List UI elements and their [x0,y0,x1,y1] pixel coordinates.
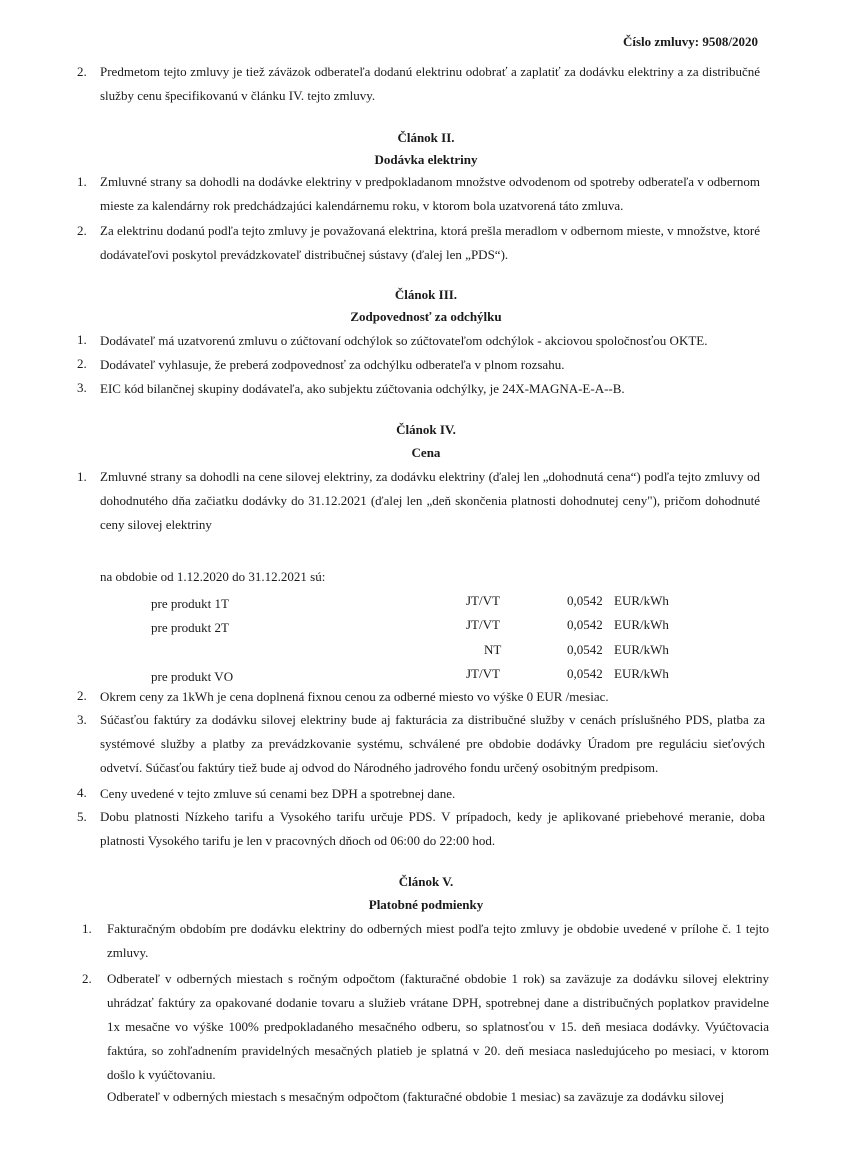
price-tariff: JT/VT [466,593,500,608]
article-4-subtitle: Cena [411,445,441,460]
article-4-item-1-number: 1. [77,469,87,484]
article-5-title: Článok V. [398,874,454,889]
article-4-item-2-number: 2. [77,688,87,703]
article-5-item-1-number: 1. [82,921,92,936]
article-4-item-5-text: Dobu platnosti Nízkeho tarifu a Vysokého tarifu určuje PDS. V prípadoch, kedy je aplikované priebehové meranie, doba platnosti Vysokého tarifu je len v pracovných dňoch od 06:00 do 22:00 hod. [100,809,765,848]
price-period: na obdobie od 1.12.2020 do 31.12.2021 sú: [100,569,326,584]
article-2-item-2-text: Za elektrinu dodanú podľa tejto zmluvy je považovaná elektrina, ktorá prešla meradlom v odbernom mieste, v množstve, ktoré dodávateľovi poskytol prevádzkovateľ distribučnej sústavy (ďalej len „PDS“). [100,223,760,262]
article-4-item-4-text: Ceny uvedené v tejto zmluve sú cenami bez DPH a spotrebnej dane. [100,786,456,801]
price-value: 0,0542 [567,666,603,681]
price-value: 0,0542 [567,617,603,632]
article-4-item-1-text: Zmluvné strany sa dohodli na cene silovej elektriny, za dodávku elektriny (ďalej len „dohodnutá cena“) podľa tejto zmluvy od dohodnutého dňa začiatku dodávky do 31.12.2021 (ďalej len „deň skončenia platnosti dohodnutej ceny"), pričom dohodnuté ceny silovej elektriny [100,469,760,532]
article-4-item-3-text: Súčasťou faktúry za dodávku silovej elektriny bude aj fakturácia za distribučné služby v cenách príslušného PDS, platba za systémové služby a platby za prevádzkovanie systému, schválené pre obdobie dodávky Úradom pre reguláciu sieťových odvetví. Súčasťou faktúry tiež bude aj odvod do Národného jadrového fondu určený osobitným predpisom. [100,712,765,775]
article-3-item-1-number: 1. [77,332,87,347]
price-value: 0,0542 [567,593,603,608]
article-5-item-1-text: Fakturačným obdobím pre dodávku elektriny do odberných miest podľa tejto zmluvy je obdobie uvedené v prílohe č. 1 tejto zmluvy. [107,921,769,960]
contract-number: Číslo zmluvy: 9508/2020 [622,34,758,49]
article-4-title: Článok IV. [396,422,456,437]
article-4-item-2-text: Okrem ceny za 1kWh je cena doplnená fixnou cenou za odberné miesto vo výške 0 EUR /mesiac. [100,689,609,704]
article-3-subtitle: Zodpovednosť za odchýlku [350,309,502,324]
article-2-item-1-text: Zmluvné strany sa dohodli na dodávke elektriny v predpokladanom množstve odvodenom od spotreby odberateľa v odbernom mieste za kalendárny rok predchádzajúci kalendárnemu roku, v ktorom bola uzatvorená táto zmluva. [100,174,760,213]
article-4-item-5-number: 5. [77,809,87,824]
price-value: 0,0542 [567,642,603,657]
intro-item-text: Predmetom tejto zmluvy je tiež záväzok odberateľa dodanú elektrinu odobrať a zaplatiť za dodávku elektriny a za distribučné služby cenu špecifikovanú v článku IV. tejto zmluvy. [100,64,760,103]
price-tariff: JT/VT [466,666,500,681]
article-3-item-3-number: 3. [77,380,87,395]
price-unit: EUR/kWh [614,593,669,608]
article-3-item-2-text: Dodávateľ vyhlasuje, že preberá zodpovednosť za odchýlku odberateľa v plnom rozsahu. [100,357,565,372]
price-unit: EUR/kWh [614,642,669,657]
article-2-item-2-number: 2. [77,223,87,238]
article-2-title: Článok II. [397,130,455,145]
article-3-item-3-text: EIC kód bilančnej skupiny dodávateľa, ako subjektu zúčtovania odchýlky, je 24X-MAGNA-E-A--B. [100,381,625,396]
article-4-item-4-number: 4. [77,785,87,800]
price-tariff: JT/VT [466,617,500,632]
price-unit: EUR/kWh [614,617,669,632]
article-3-item-1-text: Dodávateľ má uzatvorenú zmluvu o zúčtovaní odchýlok so zúčtovateľom odchýlok - akciovou spoločnosťou OKTE. [100,333,708,348]
price-product: pre produkt 1T [151,596,229,611]
article-3-item-2-number: 2. [77,356,87,371]
price-unit: EUR/kWh [614,666,669,681]
price-product: pre produkt VO [151,669,234,684]
article-2-item-1-number: 1. [77,174,87,189]
article-4-item-3-number: 3. [77,712,87,727]
article-5-tail-text: Odberateľ v odberných miestach s mesačným odpočtom (fakturačné obdobie 1 mesiac) sa zaväzuje za dodávku silovej [107,1089,725,1104]
article-2-subtitle: Dodávka elektriny [374,152,478,167]
intro-item-number: 2. [77,64,87,79]
article-5-item-2-number: 2. [82,971,92,986]
article-5-item-2-text: Odberateľ v odberných miestach s ročným odpočtom (fakturačné obdobie 1 rok) sa zaväzuje za dodávku silovej elektriny uhrádzať faktúry za opakované dodanie tovaru a služieb vrátane DPH, spotrebnej dane a distribučných poplatkov pravidelne 1x mesačne vo výške 100% predpokladaného mesačného odberu, so splatnosťou v 15. deň mesiaca dodávky. Vyúčtovacia faktúra, so zohľadnením pravidelných mesačných platieb je splatná v 20. deň mesiaca nasledujúceho po mesiaci, v ktorom došlo k vyúčtovaniu. [107,971,769,1082]
article-5-subtitle: Platobné podmienky [368,897,484,912]
article-3-title: Článok III. [394,287,458,302]
price-product: pre produkt 2T [151,620,229,635]
price-tariff: NT [484,642,502,657]
